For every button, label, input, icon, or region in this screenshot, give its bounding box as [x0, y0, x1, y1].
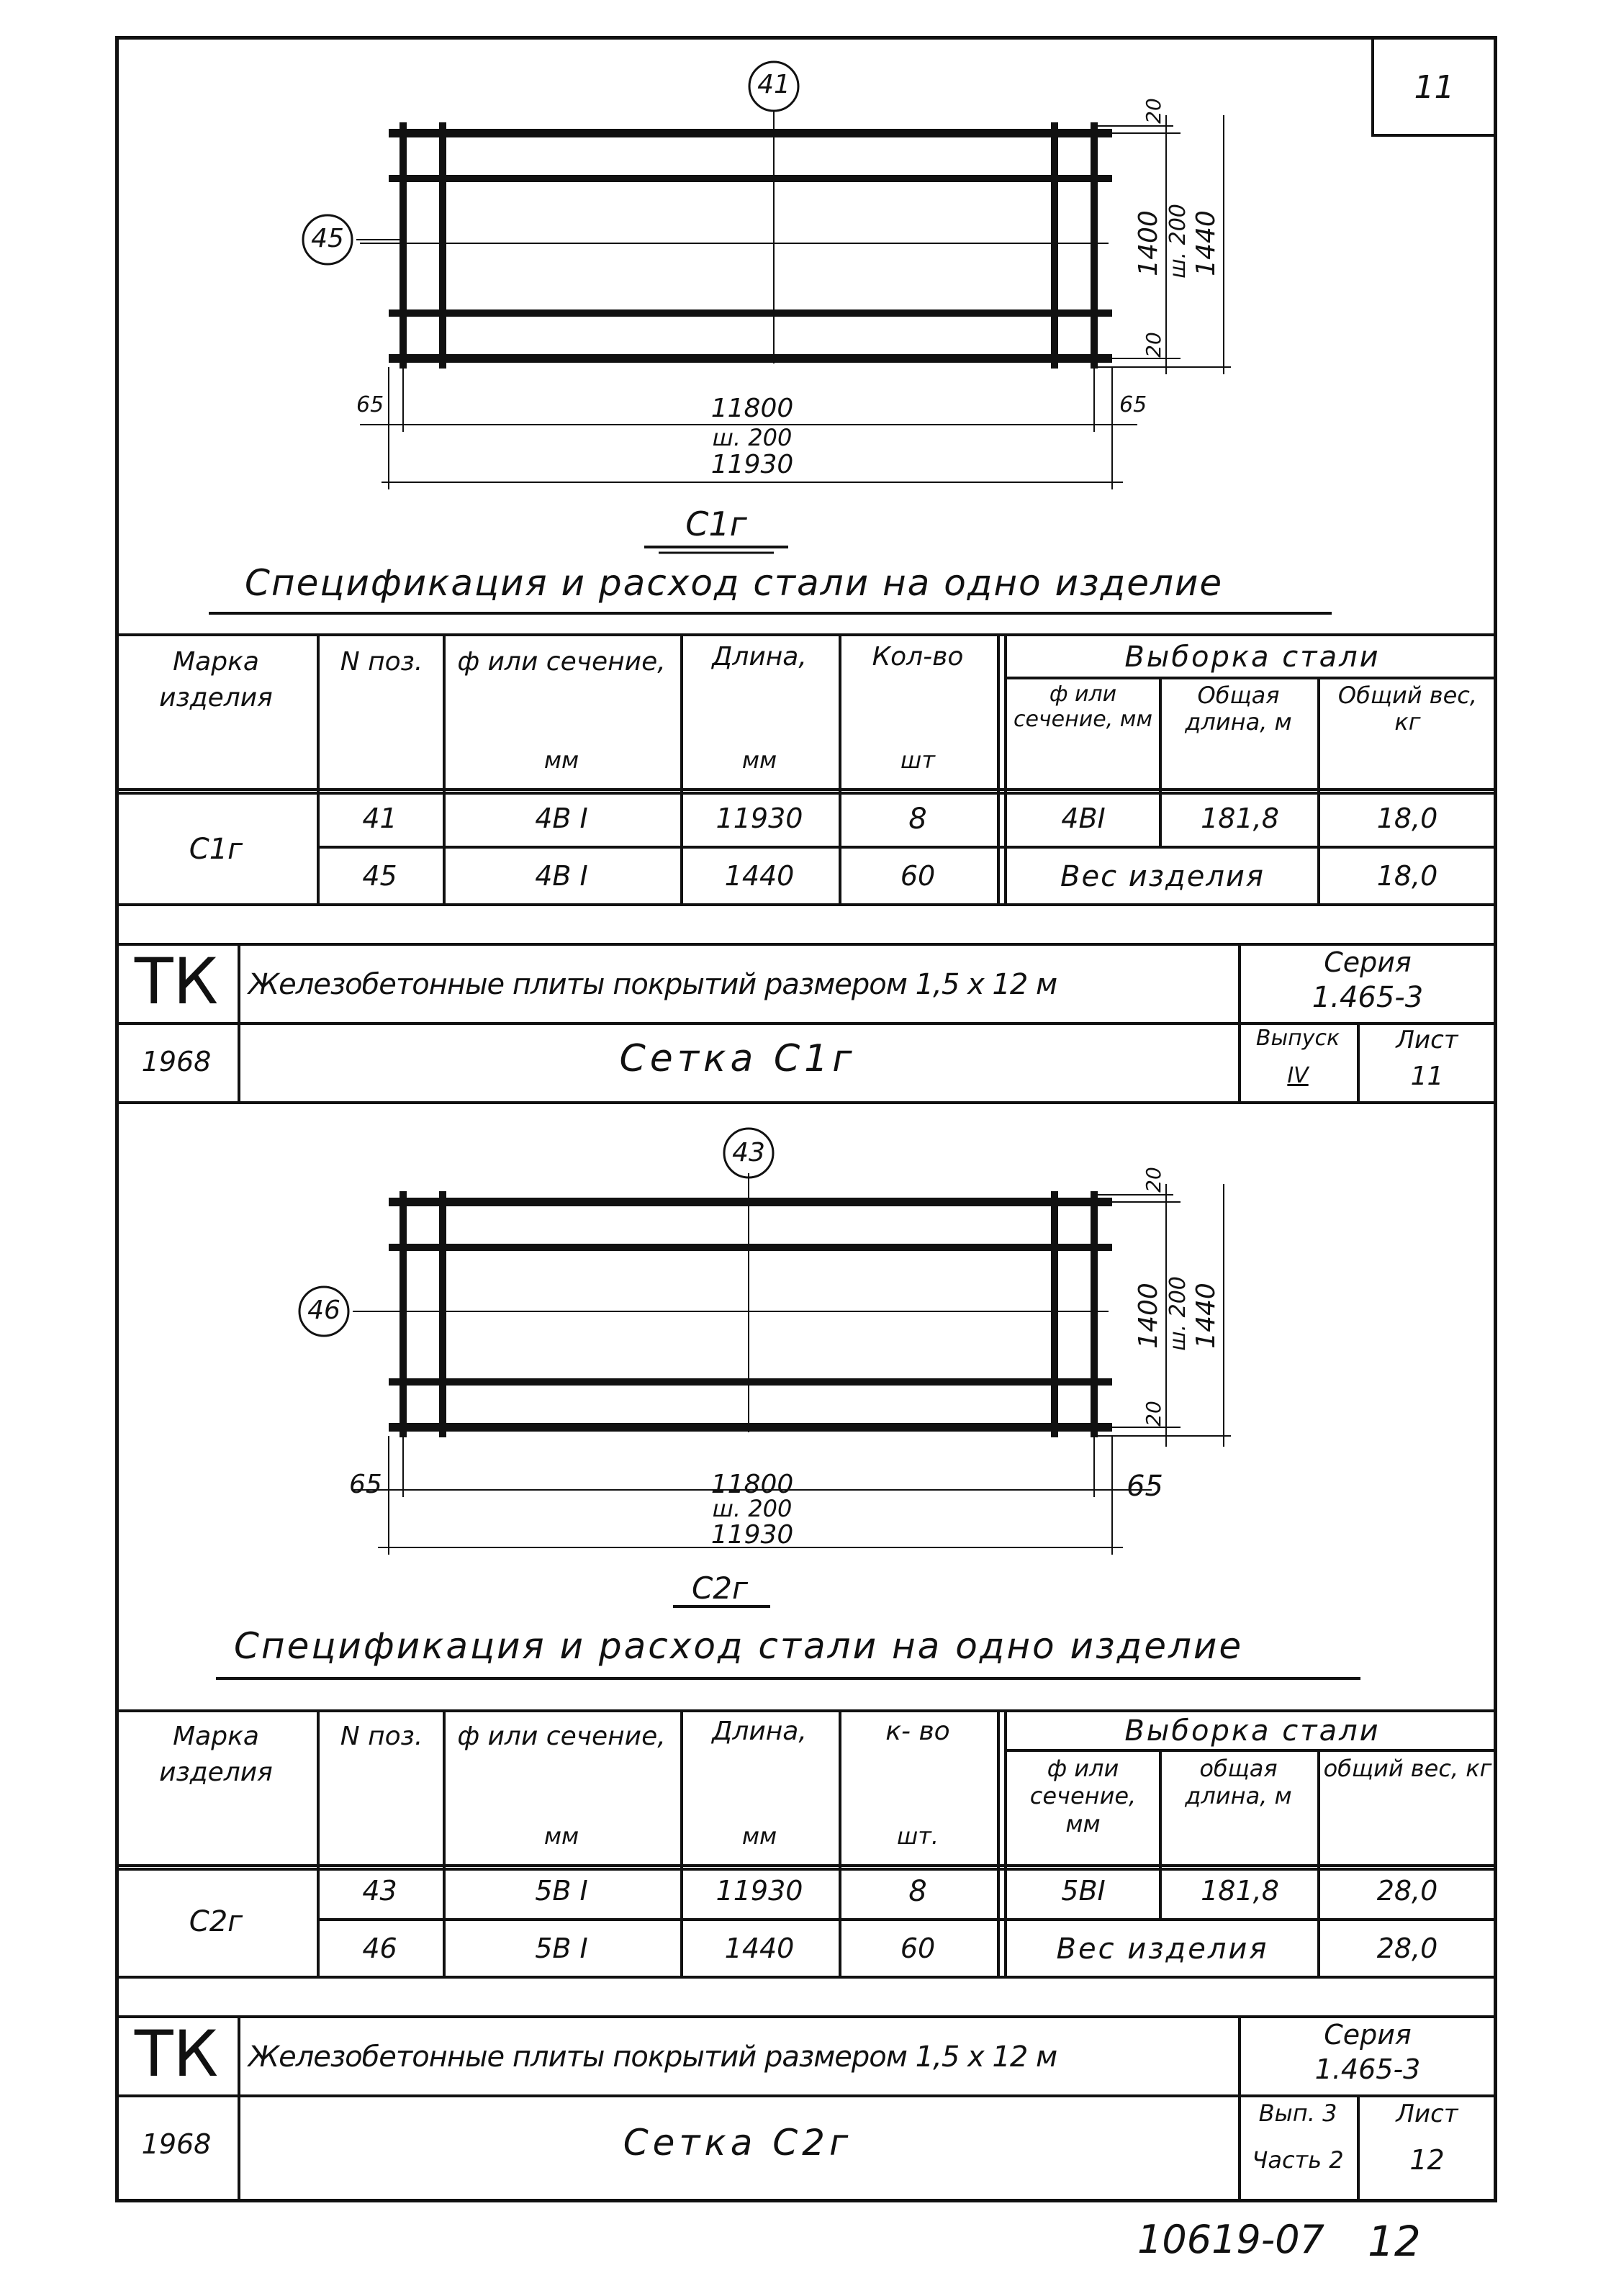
- dim-inner-height: 1400: [1133, 1283, 1163, 1349]
- dim-total-length: 11930: [710, 450, 794, 479]
- dim-left-overhang: 65: [349, 1470, 382, 1499]
- dim-right-overhang: 65: [1127, 1470, 1163, 1503]
- row-qty: 8: [908, 1875, 927, 1908]
- tb-issue: Часть 2: [1252, 2146, 1344, 2174]
- dim-total-length: 11930: [710, 1520, 794, 1550]
- bubble-45-label: 45: [311, 224, 344, 253]
- sel-section: 4ВI: [1061, 803, 1106, 834]
- th-length: Длина,: [712, 642, 807, 672]
- row-pos: 46: [362, 1933, 397, 1964]
- tb-series: 1.465-3: [1312, 981, 1424, 1014]
- footer-stamp: 10619-07: [1137, 2217, 1324, 2262]
- th-pos: N поз.: [340, 647, 423, 677]
- row-section: 5В I: [535, 1933, 588, 1964]
- tb-sheet: 11: [1410, 1062, 1444, 1091]
- th-length: Длина,: [712, 1717, 807, 1746]
- dim-spacing-h: ш. 200: [712, 424, 793, 451]
- th-sel-length: общая длина, м: [1185, 1755, 1292, 1810]
- tb-series: 1.465-3: [1314, 2053, 1421, 2085]
- row-pos: 43: [362, 1875, 397, 1907]
- th-section-unit: мм: [543, 746, 579, 774]
- dim-top-gap: 20: [1141, 98, 1165, 124]
- row-length: 11930: [716, 803, 803, 834]
- th-sel-section: ф или сечение, мм: [1013, 682, 1153, 732]
- dim-right-overhang: 65: [1119, 392, 1147, 417]
- row-mark: С1г: [189, 833, 243, 866]
- tb-sheet-name: Сетка С2г: [623, 2122, 853, 2164]
- dim-total-height: 1440: [1191, 1283, 1221, 1349]
- footer-page: 12: [1368, 2217, 1421, 2266]
- drawing-caption: С2г: [691, 1570, 749, 1606]
- th-sel-section: ф или сечение, мм: [1029, 1755, 1137, 1838]
- product-weight-label: Вес изделия: [1056, 1933, 1269, 1966]
- sel-section: 5ВI: [1061, 1875, 1106, 1907]
- th-sel-length: Общая длина, м: [1185, 682, 1292, 736]
- row-qty: 60: [900, 1933, 936, 1964]
- tb-org: ТК: [134, 944, 219, 1018]
- dim-inner-length: 11800: [710, 394, 794, 423]
- th-qty: к- во: [885, 1717, 950, 1746]
- tb-org: ТК: [134, 2017, 219, 2091]
- spec-title: Спецификация и расход стали на одно изделие: [245, 562, 1224, 604]
- spec-title: Спецификация и расход стали на одно изделие: [234, 1625, 1244, 1667]
- th-section: ф или сечение,: [457, 647, 666, 677]
- th-pos: N поз.: [340, 1722, 423, 1751]
- dim-bottom-gap: 20: [1141, 332, 1165, 358]
- tb-year: 1968: [141, 2128, 212, 2160]
- row-section: 4В I: [535, 860, 588, 892]
- dim-spacing-h: ш. 200: [712, 1495, 793, 1522]
- mesh-drawing-c2g: [0, 1101, 1616, 1634]
- row-length: 1440: [724, 860, 795, 892]
- sel-weight: 28,0: [1376, 1875, 1438, 1907]
- th-section-unit: мм: [543, 1822, 579, 1850]
- dim-bottom-gap: 20: [1141, 1401, 1165, 1427]
- tb-series-label: Серия: [1324, 946, 1412, 978]
- bubble-43-label: 43: [732, 1138, 765, 1167]
- row-length: 11930: [716, 1875, 803, 1907]
- product-weight-label: Вес изделия: [1060, 860, 1265, 893]
- tb-sheet-label: Лист: [1396, 1026, 1458, 1054]
- mesh-drawing-c1g: [0, 0, 1616, 576]
- row-mark: С2г: [189, 1905, 243, 1938]
- dim-spacing-v: ш. 200: [1165, 1276, 1191, 1351]
- product-weight: 28,0: [1376, 1933, 1438, 1964]
- product-weight: 18,0: [1376, 860, 1438, 892]
- th-section: ф или сечение,: [457, 1722, 666, 1751]
- row-section: 5В I: [535, 1875, 588, 1907]
- tb-sheet-label: Лист: [1396, 2100, 1458, 2128]
- th-length-unit: мм: [741, 1822, 777, 1850]
- dim-spacing-v: ш. 200: [1165, 204, 1191, 279]
- tb-project: Железобетонные плиты покрытий размером 1,5 х 12 м: [248, 2040, 1057, 2074]
- tb-issue-label: Выпуск: [1255, 1026, 1340, 1051]
- tb-sheet-name: Сетка С1г: [619, 1037, 857, 1080]
- th-qty: Кол-во: [872, 642, 964, 672]
- row-qty: 60: [900, 860, 936, 892]
- sel-length: 181,8: [1201, 1875, 1279, 1907]
- dim-inner-height: 1400: [1133, 210, 1163, 276]
- th-qty-unit: шт.: [896, 1822, 939, 1850]
- tb-series-label: Серия: [1324, 2019, 1412, 2051]
- tb-issue-label: Вып. 3: [1258, 2100, 1337, 2127]
- th-selection: Выборка стали: [1124, 641, 1381, 674]
- dim-left-overhang: 65: [356, 392, 384, 417]
- th-sel-weight: Общий вес, кг: [1337, 682, 1478, 736]
- dim-total-height: 1440: [1191, 210, 1221, 276]
- th-length-unit: мм: [741, 746, 777, 774]
- bubble-41-label: 41: [757, 70, 790, 99]
- th-mark: Марка изделия: [159, 647, 273, 713]
- sel-weight: 18,0: [1376, 803, 1438, 834]
- tb-year: 1968: [141, 1046, 212, 1077]
- bubble-46-label: 46: [307, 1296, 340, 1325]
- tb-project: Железобетонные плиты покрытий размером 1,5 х 12 м: [248, 968, 1057, 1001]
- row-qty: 8: [908, 803, 927, 836]
- sel-length: 181,8: [1201, 803, 1279, 834]
- dim-top-gap: 20: [1141, 1167, 1165, 1193]
- drawing-caption: С1г: [685, 505, 747, 543]
- th-qty-unit: шт: [900, 746, 935, 774]
- th-sel-weight: общий вес, кг: [1323, 1755, 1492, 1782]
- th-selection: Выборка стали: [1124, 1714, 1381, 1748]
- row-pos: 45: [362, 860, 397, 892]
- row-length: 1440: [724, 1933, 795, 1964]
- th-mark: Марка изделия: [159, 1722, 273, 1788]
- tb-issue: IV: [1287, 1063, 1309, 1088]
- row-pos: 41: [362, 803, 397, 834]
- sheet-corner-number: 11: [1414, 69, 1455, 106]
- row-section: 4В I: [535, 803, 588, 834]
- dim-inner-length: 11800: [710, 1470, 794, 1499]
- tb-sheet: 12: [1409, 2144, 1445, 2176]
